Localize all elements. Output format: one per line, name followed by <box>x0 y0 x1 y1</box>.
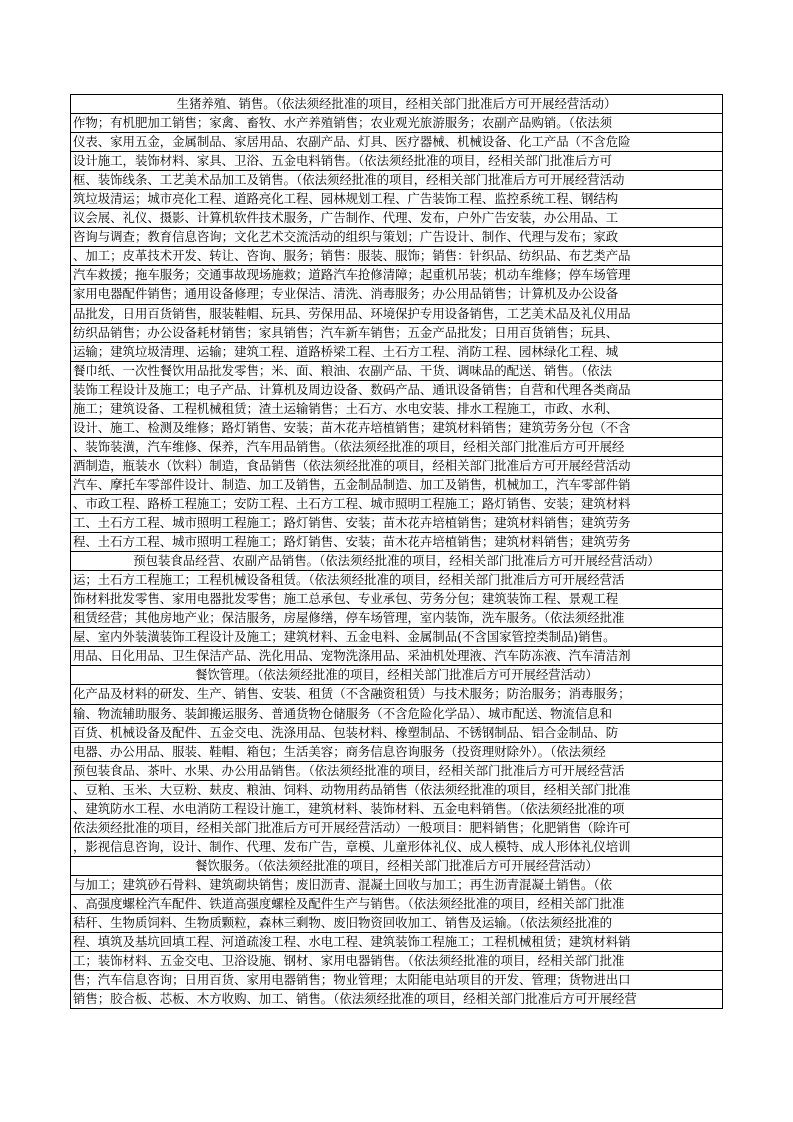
business-scope-cell[interactable]: 餐饮服务。（依法须经批准的项目，经相关部门批准后方可开展经营活动） <box>71 856 723 875</box>
business-scope-cell[interactable]: 汽车、摩托车零部件设计、制造、加工及销售，五金制品制造、加工及销售，机械加工，汽车零部件销 <box>71 475 723 494</box>
business-scope-cell[interactable]: 装饰工程设计及施工；电子产品、计算机及周边设备、数码产品、通讯设备销售；自营和代理各类商品 <box>71 380 723 399</box>
table-row <box>71 190 723 209</box>
business-scope-cell[interactable]: 依法须经批准的项目，经相关部门批准后方可开展经营活动）一般项目：肥料销售；化肥销售（除许可 <box>71 818 723 837</box>
business-scope-cell[interactable]: 化产品及材料的研发、生产、销售、安装、租赁（不含融资租赁）与技术服务；防治服务；消毒服务； <box>71 685 723 704</box>
table-row <box>71 171 723 190</box>
table-row <box>71 799 723 818</box>
business-scope-cell[interactable]: 与加工；建筑砂石骨料、建筑砌块销售；废旧沥青、混凝土回收与加工；再生沥青混凝土销售。（依 <box>71 875 723 894</box>
business-scope-cell[interactable]: 、市政工程、路桥工程施工；安防工程、土石方工程、城市照明工程施工；路灯销售、安装；建筑材料 <box>71 494 723 513</box>
table-row <box>71 437 723 456</box>
table-row <box>71 571 723 590</box>
business-scope-cell[interactable]: 预包装食品经营、农副产品销售。（依法须经批准的项目，经相关部门批准后方可开展经营活动） <box>71 552 723 571</box>
table-row <box>71 647 723 666</box>
business-scope-cell[interactable]: 秸秆、生物质饲料、生物质颗粒，森林三剩物、废旧物资回收加工、销售及运输。（依法须经批准的 <box>71 914 723 933</box>
business-scope-cell[interactable]: 设计施工，装饰材料、家具、卫浴、五金电料销售。（依法须经批准的项目，经相关部门批准后方可 <box>71 152 723 171</box>
table-row <box>71 685 723 704</box>
business-scope-cell[interactable]: 施工；建筑设备、工程机械租赁；渣土运输销售；土石方、水电安装、排水工程施工，市政、水利、 <box>71 399 723 418</box>
table-row <box>71 361 723 380</box>
table-row <box>71 285 723 304</box>
table-row <box>71 399 723 418</box>
table-row <box>71 494 723 513</box>
table-row <box>71 228 723 247</box>
business-scope-cell[interactable]: ，影视信息咨询，设计、制作、代理、发布广告，章模、儿童形体礼仪、成人模特、成人形体礼仪培训 <box>71 837 723 856</box>
table-row <box>71 856 723 875</box>
table-body <box>71 95 723 1009</box>
business-scope-cell[interactable]: 输、物流辅助服务、装卸搬运服务、普通货物仓储服务（不含危险化学品）、城市配送、物流信息和 <box>71 704 723 723</box>
table-row <box>71 761 723 780</box>
business-scope-cell[interactable]: 、建筑防水工程、水电消防工程设计施工，建筑材料、装饰材料、五金电料销售。（依法须经批准的项 <box>71 799 723 818</box>
table-row <box>71 609 723 628</box>
business-scope-cell[interactable]: 饰材料批发零售、家用电器批发零售；施工总承包、专业承包、劳务分包；建筑装饰工程、景观工程 <box>71 590 723 609</box>
business-scope-cell[interactable]: 运输；建筑垃圾清理、运输；建筑工程、道路桥梁工程、土石方工程、消防工程、园林绿化工程、城 <box>71 342 723 361</box>
business-scope-cell[interactable]: 百货、机械设备及配件、五金交电、洗涤用品、包装材料、橡塑制品、不锈钢制品、铝合金制品、防 <box>71 723 723 742</box>
business-scope-cell[interactable]: 家用电器配件销售；通用设备修理；专业保洁、清洗、消毒服务；办公用品销售；计算机及办公设备 <box>71 285 723 304</box>
business-scope-cell[interactable]: 筑垃圾清运；城市亮化工程、道路亮化工程、园林规划工程、广告装饰工程、监控系统工程、钢结构 <box>71 190 723 209</box>
table-row <box>71 552 723 571</box>
business-scope-cell[interactable]: 仪表、家用五金，金属制品、家居用品、农副产品、灯具、医疗器械、机械设备、化工产品（不含危险 <box>71 133 723 152</box>
table-row <box>71 590 723 609</box>
table-row <box>71 152 723 171</box>
business-scope-cell[interactable]: 纺织品销售；办公设备耗材销售；家具销售；汽车新车销售；五金产品批发；日用百货销售；玩具、 <box>71 323 723 342</box>
table-row <box>71 418 723 437</box>
business-scope-cell[interactable]: 作物；有机肥加工销售；家禽、畜牧、水产养殖销售；农业观光旅游服务；农副产品购销。（依法须 <box>71 114 723 133</box>
business-scope-cell[interactable]: 酒制造，瓶装水（饮料）制造，食品销售（依法须经批准的项目，经相关部门批准后方可开展经营活动 <box>71 456 723 475</box>
business-scope-table <box>70 94 723 1009</box>
table-row <box>71 723 723 742</box>
business-scope-cell[interactable]: 、装饰装潢，汽车维修、保养，汽车用品销售。（依法须经批准的项目，经相关部门批准后方可开展经 <box>71 437 723 456</box>
table-row <box>71 666 723 685</box>
business-scope-cell[interactable]: 设计、施工、检测及维修；路灯销售、安装；苗木花卉培植销售；建筑材料销售；建筑劳务分包（不含 <box>71 418 723 437</box>
table-row <box>71 742 723 761</box>
table-row <box>71 95 723 114</box>
business-scope-cell[interactable]: 屋、室内外装潢装饰工程设计及施工；建筑材料、五金电料、金属制品(不含国家管控类制品)销售。 <box>71 628 723 647</box>
table-row <box>71 209 723 228</box>
business-scope-cell[interactable]: 咨询与调查；教育信息咨询；文化艺术交流活动的组织与策划；广告设计、制作、代理与发布；家政 <box>71 228 723 247</box>
business-scope-cell[interactable]: 工、土石方工程、城市照明工程施工；路灯销售、安装；苗木花卉培植销售；建筑材料销售；建筑劳务 <box>71 514 723 533</box>
table-row <box>71 933 723 952</box>
table-row <box>71 818 723 837</box>
table-row <box>71 971 723 990</box>
business-scope-cell[interactable]: 餐饮管理。（依法须经批准的项目，经相关部门批准后方可开展经营活动） <box>71 666 723 685</box>
table-row <box>71 952 723 971</box>
table-row <box>71 323 723 342</box>
table-row <box>71 475 723 494</box>
business-scope-cell[interactable]: 品批发，日用百货销售，服装鞋帽、玩具、劳保用品、环境保护专用设备销售，工艺美术品及礼仪用品 <box>71 304 723 323</box>
business-scope-cell[interactable]: 餐巾纸、一次性餐饮用品批发零售；米、面、粮油、农副产品、干货、调味品的配送、销售。（依法 <box>71 361 723 380</box>
business-scope-cell[interactable]: 程、土石方工程、城市照明工程施工；路灯销售、安装；苗木花卉培植销售；建筑材料销售；建筑劳务 <box>71 533 723 552</box>
business-scope-cell[interactable]: 用品、日化用品、卫生保洁产品、洗化用品、宠物洗涤用品、采油机处理液、汽车防冻液、汽车清洁剂 <box>71 647 723 666</box>
business-scope-cell[interactable]: 、加工；皮革技术开发、转让、咨询、服务；销售：服装、服饰；销售：针织品、纺织品、布艺类产品 <box>71 247 723 266</box>
business-scope-cell[interactable]: 工；装饰材料、五金交电、卫浴设施、钢材、家用电器销售。（依法须经批准的项目，经相关部门批准 <box>71 952 723 971</box>
business-scope-cell[interactable]: 汽车救援；拖车服务；交通事故现场施救；道路汽车抢修清障；起重机吊装；机动车维修；停车场管理 <box>71 266 723 285</box>
table-row <box>71 837 723 856</box>
table-row <box>71 704 723 723</box>
table-row <box>71 133 723 152</box>
business-scope-cell[interactable]: 预包装食品、茶叶、水果、办公用品销售。（依法须经批准的项目，经相关部门批准后方可开展经营活 <box>71 761 723 780</box>
business-scope-cell[interactable]: 、豆粕、玉米、大豆粉、麸皮、粮油、饲料、动物用药品销售（依法须经批准的项目，经相关部门批准 <box>71 780 723 799</box>
table-row <box>71 304 723 323</box>
business-scope-cell[interactable]: 、高强度螺栓汽车配件、铁道高强度螺栓及配件生产与销售。（依法须经批准的项目，经相关部门批准 <box>71 894 723 913</box>
table-row <box>71 114 723 133</box>
table-row <box>71 533 723 552</box>
table-row <box>71 247 723 266</box>
table-row <box>71 266 723 285</box>
business-scope-cell[interactable]: 议会展、礼仪、摄影、计算机软件技术服务，广告制作、代理、发布，户外广告安装，办公用品、工 <box>71 209 723 228</box>
business-scope-cell[interactable]: 电器、办公用品、服装、鞋帽、箱包；生活美容；商务信息咨询服务（投资理财除外）。（依法须经 <box>71 742 723 761</box>
table-row <box>71 875 723 894</box>
table-row <box>71 342 723 361</box>
business-scope-cell[interactable]: 租赁经营；其他房地产业；保洁服务，房屋修缮，停车场管理，室内装饰，洗车服务。（依法须经批准 <box>71 609 723 628</box>
business-scope-cell[interactable]: 售；汽车信息咨询；日用百货、家用电器销售；物业管理；太阳能电站项目的开发、管理；货物进出口 <box>71 971 723 990</box>
business-scope-cell[interactable]: 程、填筑及基坑回填工程、河道疏浚工程、水电工程、建筑装饰工程施工；工程机械租赁；建筑材料销 <box>71 933 723 952</box>
table-row <box>71 456 723 475</box>
table-row <box>71 514 723 533</box>
table-row <box>71 990 723 1009</box>
table-row <box>71 894 723 913</box>
table-row <box>71 628 723 647</box>
table-row <box>71 380 723 399</box>
business-scope-cell[interactable]: 销售；胶合板、芯板、木方收购、加工、销售。（依法须经批准的项目，经相关部门批准后方可开展经营 <box>71 990 723 1009</box>
table-row <box>71 914 723 933</box>
business-scope-cell[interactable]: 运；土石方工程施工；工程机械设备租赁。（依法须经批准的项目，经相关部门批准后方可开展经营活 <box>71 571 723 590</box>
table-row <box>71 780 723 799</box>
business-scope-cell[interactable]: 框、装饰线条、工艺美术品加工及销售。（依法须经批准的项目，经相关部门批准后方可开展经营活动 <box>71 171 723 190</box>
business-scope-cell[interactable]: 生猪养殖、销售。（依法须经批准的项目，经相关部门批准后方可开展经营活动） <box>71 95 723 114</box>
